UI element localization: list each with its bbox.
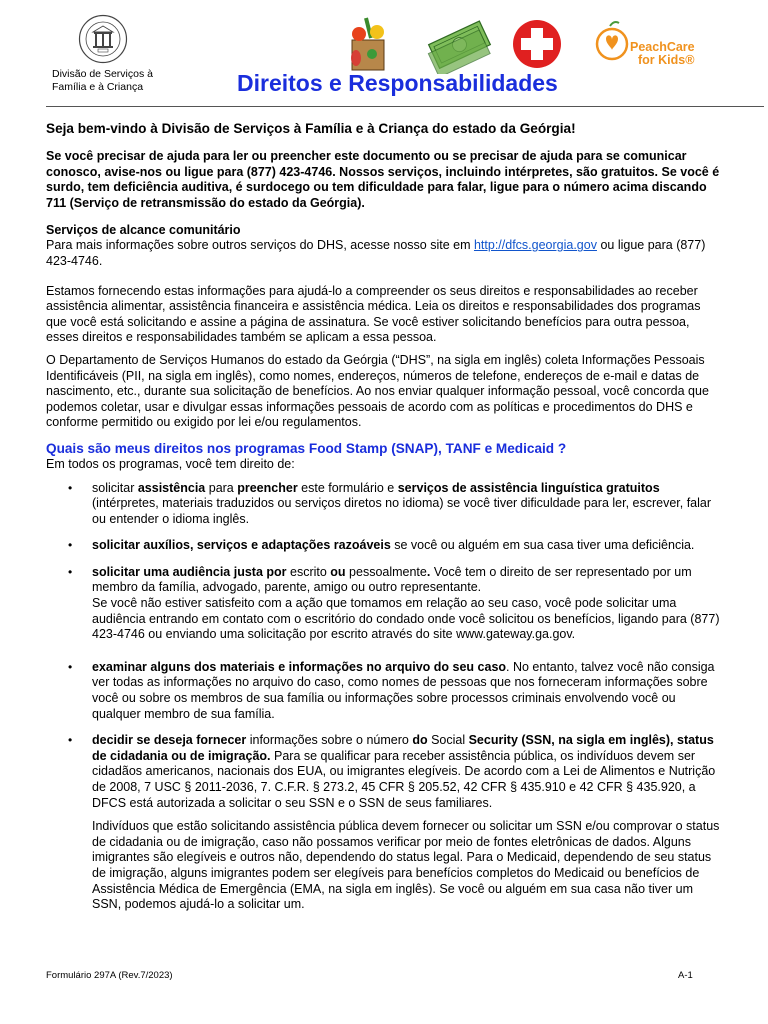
- help-notice: Se você precisar de ajuda para ler ou preencher este documento ou se precisar de ajuda para se comunicar conosco, avise-nos ou ligue para (877) 423-4746. Nossos serviços, incluindo intérpretes, são gratuitos. Se você é surdo, tem deficiência auditiva, é surdocego ou tem dificuldade para falar, ligue para o número acima discando 711 (Serviço de retransmissão do estado da Geórgia).: [46, 149, 720, 210]
- text: se você ou alguém em sua casa tiver uma deficiência.: [390, 538, 695, 553]
- bullet-icon: •: [68, 659, 73, 674]
- bold-text: .: [426, 564, 431, 579]
- text: . No entanto, talvez você não consiga ver todas as informações no arquivo do caso, como nomes de pessoas que nos forneceram informações sobre você ou sobre os membros de sua família ou informações sobre processos criminais envolvendo você ou qualquer membro de sua família.: [92, 659, 715, 721]
- money-icon: [425, 21, 494, 74]
- dfcs-website-link[interactable]: http://dfcs.georgia.gov: [473, 238, 597, 253]
- text: Você tem o direito de ser representado por um membro da família, advogado, parente, amigo ou outro representante.: [92, 564, 692, 595]
- text: este formulário e: [297, 480, 398, 495]
- list-item: [46, 538, 720, 554]
- bold-text: preencher: [237, 480, 298, 495]
- list-item: [46, 733, 720, 913]
- peachcare-wordmark: [630, 41, 695, 67]
- text: Para se qualificar para receber assistência pública, os indivíduos devem ser cidadãos americanos, nacionais dos EUA, ou imigrantes elegíveis. De acordo com a Lei de Alimentos e Nutrição de 2008, 7 USC § 2011-2036, 7. C.F.R. § 273.2, 45 CFR § 205.52, 42 CFR § 435.910 e 42 CFR § 435.920, a DFCS está autorizada a solicitar o seu SSN e o SSN de seus familiares.: [92, 748, 716, 810]
- welcome-heading: Seja bem-vindo à Divisão de Serviços à Família e à Criança do estado da Geórgia!: [46, 121, 576, 136]
- list-item: [46, 565, 720, 643]
- bold-text: solicitar uma audiência justa por: [92, 564, 287, 579]
- rights-intro: Em todos os programas, você tem direito de:: [46, 456, 295, 471]
- text: para: [205, 480, 238, 495]
- immigration-paragraph: Indivíduos que estão solicitando assistência pública devem fornecer ou solicitar um SSN e/ou comprovar o status de cidadania ou de imigração, caso não possamos verificar por meio de fontes eletrônicas de dados. Alguns imigrantes são elegíveis e outros não, dependendo do status legal. Para o Medicaid, dependendo de seu status de imigração, alguns imigrantes podem ser elegíveis para benefícios completos do Medicaid ou benefícios de Assistência Médica de Emergência (EMA, na sigla em inglês). Se você ou alguém em sua casa não tiver um SSN, podemos ajudá-lo a solicitar um.: [92, 819, 720, 912]
- outreach-heading: Serviços de alcance comunitário: [46, 223, 241, 238]
- agency-name-line1: Divisão de Serviços à: [52, 68, 153, 80]
- text: Se você não estiver satisfeito com a ação que tomamos em relação ao seu caso, você pode solicitar uma audiência entrando em contato com o escritório do condado onde você solicitou os benefícios, ligando para (877) 423-4746 ou enviando uma solicitação por escrito através do site www.gateway.ga.gov.: [92, 596, 720, 642]
- page-title: Direitos e Responsabilidades: [237, 70, 558, 96]
- bold-text: examinar alguns dos materiais e informações no arquivo do seu caso: [92, 659, 507, 674]
- bold-text: Security (SSN, na sigla em inglês), status de cidadania ou de imigração.: [92, 733, 714, 763]
- bold-text: assistência: [137, 480, 206, 495]
- georgia-seal-icon: [78, 14, 128, 64]
- peachcare-logo: [597, 22, 627, 59]
- medical-cross-icon: [513, 20, 561, 68]
- list-item: [46, 481, 720, 528]
- rights-list: [46, 481, 720, 913]
- agency-name-line2: Família e à Criança: [52, 81, 144, 93]
- outreach-text-after: ou ligue para (877) 423-4746.: [46, 238, 706, 268]
- bold-text: decidir se deseja fornecer: [92, 733, 247, 748]
- page-number: A-1: [678, 970, 693, 981]
- bullet-icon: •: [68, 480, 73, 495]
- agency-name: [52, 68, 153, 94]
- text: escrito: [286, 564, 331, 579]
- bold-text: solicitar auxílios, serviços e adaptações razoáveis: [92, 538, 391, 553]
- bullet-icon: •: [68, 733, 73, 748]
- bold-text: do: [412, 733, 428, 748]
- header-divider: [46, 106, 764, 107]
- bold-text: serviços de assistência linguística gratuitos: [397, 480, 660, 495]
- grocery-bag-icon: [351, 18, 384, 70]
- intro-paragraph: Estamos fornecendo estas informações para ajudá-lo a compreender os seus direitos e responsabilidades ao receber assistência alimentar, assistência financeira e assistência médica. Leia os direitos e responsabilidades dos programas que você está solicitando e assine a página de assinatura. Se você estiver solicitando benefícios para outra pessoa, esses direitos e responsabilidades também se aplicam a essa pessoa.: [46, 283, 701, 345]
- text: pessoalmente: [345, 564, 427, 579]
- peachcare-line1: PeachCare: [630, 40, 695, 54]
- peachcare-line2: for Kids®: [638, 53, 695, 67]
- rights-heading: Quais são meus direitos nos programas Food Stamp (SNAP), TANF e Medicaid ?: [46, 440, 567, 456]
- outreach-text: [46, 238, 720, 269]
- outreach-text-before: Para mais informações sobre outros serviços do DHS, acesse nosso site em: [46, 238, 474, 253]
- text: informações sobre o número: [246, 733, 413, 748]
- text: solicitar: [92, 480, 138, 495]
- text: (intérpretes, materiais traduzidos ou serviços diretos no idioma) se você tiver dificuldade para ler, escrever, falar ou entender o idioma inglês.: [92, 496, 712, 526]
- bold-text: ou: [330, 564, 346, 579]
- text: Social: [427, 733, 469, 748]
- list-item: [46, 660, 720, 722]
- privacy-paragraph: O Departamento de Serviços Humanos do estado da Geórgia (“DHS”, na sigla em inglês) coleta Informações Pessoais Identificáveis (PII, na sigla em inglês), como nomes, endereços, números de telefone, endereços de e-mail e datas de nascimento, etc., durante sua solicitação de benefícios. Ao nos enviar qualquer informação pessoal, você concorda que podemos coletar, usar e divulgar essas informações pessoais de acordo com as políticas e procedimentos do DHS e conforme permitido ou exigido por lei e/ou regulamentos.: [46, 352, 709, 430]
- main-content: [46, 121, 720, 913]
- form-number: Formulário 297A (Rev.7/2023): [46, 970, 173, 981]
- bullet-icon: •: [68, 538, 73, 553]
- bullet-icon: •: [68, 564, 73, 579]
